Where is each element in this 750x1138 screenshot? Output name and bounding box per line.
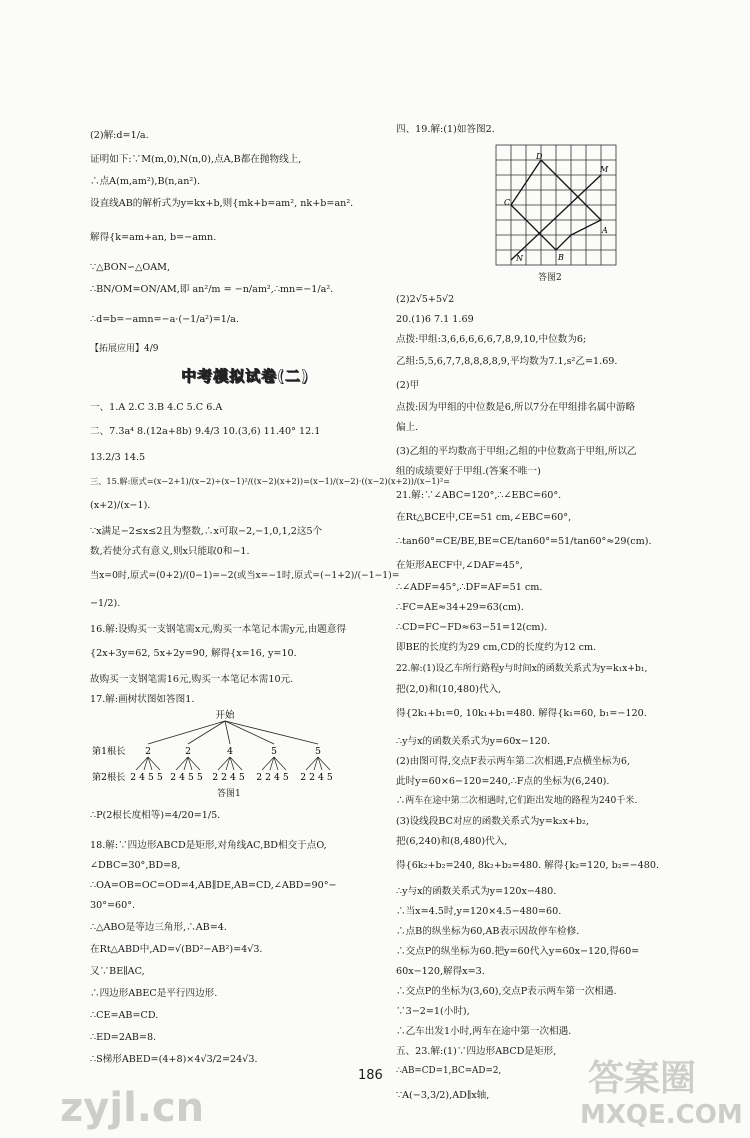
- tree-branch: [188, 721, 225, 744]
- point-label: B: [558, 253, 564, 262]
- tree-node: 2: [145, 746, 151, 757]
- answer-line: 一、1.A 2.C 3.B 4.C 5.C 6.A: [90, 402, 223, 413]
- watermark: zyjl.cn: [60, 1085, 205, 1131]
- text-line: ∴△ABO是等边三角形,∴AB=4.: [90, 922, 227, 933]
- answer-line: ∵x满足−2≤x≤2且为整数,∴x可取−2,−1,0,1,2这5个: [90, 526, 323, 537]
- text-line: (2)甲: [396, 380, 420, 391]
- text-line: (3)设线段BC对应的函数关系式为y=k₂x+b₂,: [396, 816, 589, 827]
- text-line: 21.解:∵∠ABC=120°,∴∠EBC=60°.: [396, 490, 562, 501]
- text-line: (2)由图可得,交点F表示两车第二次相遇,F点横坐标为6,: [396, 756, 631, 767]
- section-title: 中考模拟试卷(二): [181, 367, 309, 385]
- text-line: ∴y与x的函数关系式为y=120x−480.: [396, 886, 557, 897]
- text-line: 点拨:因为甲组的中位数是6,所以7分在甲组排名属中游略: [396, 402, 636, 413]
- text-line: ∴CE=AB=CD.: [90, 1010, 159, 1021]
- text-line: ∴乙车出发1小时,两车在途中第一次相遇.: [396, 1026, 572, 1037]
- point-label: N: [516, 254, 523, 263]
- text-line: 偏上.: [396, 422, 419, 433]
- text-line: 点拨:甲组:3,6,6,6,6,6,7,8,9,10,中位数为6;: [396, 334, 587, 345]
- text-line: 解得{k=am+an, b=−amn.: [90, 232, 217, 243]
- text-line: ∴FC=AE≈34+29=63(cm).: [396, 602, 524, 613]
- text-line: 设直线AB的解析式为y=kx+b,则{mk+b=am², nk+b=an².: [90, 198, 354, 209]
- text-line: (2)2√5+5√2: [396, 294, 455, 305]
- tree-row2-label: 第2根长: [92, 772, 126, 783]
- text-line: 30°=60°.: [90, 900, 136, 911]
- text-line: ∵△BON∽△OAM,: [90, 262, 171, 273]
- text-line: ∴d=b=−amn=−a·(−1/a²)=1/a.: [90, 314, 239, 325]
- text-line: ∴当x=4.5时,y=120×4.5−480=60.: [396, 906, 562, 917]
- text-line: ∴四边形ABEC是平行四边形.: [90, 988, 218, 999]
- answer-line: 16.解:设购买一支钢笔需x元,购买一本笔记本需y元,由题意得: [90, 624, 347, 635]
- point-label: D: [536, 152, 543, 161]
- grid-lines: [496, 145, 616, 265]
- text-line: ∴CD=FC−FD≈63−51=12(cm).: [396, 622, 548, 633]
- answer-line: −1/2).: [90, 598, 121, 609]
- text-line: ∴y与x的函数关系式为y=60x−120.: [396, 736, 551, 747]
- tree-leaves: 2245: [212, 772, 248, 783]
- text-line: 即BE的长度约为29 cm,CD的长度约为12 cm.: [396, 642, 597, 653]
- tree-branch: [225, 721, 230, 744]
- text-line: ∴∠ADF=45°,∴DF=AF=51 cm.: [396, 582, 543, 593]
- text-line: ∴S梯形ABED=(4+8)×4√3/2=24√3.: [90, 1054, 258, 1065]
- tree-node: 4: [227, 746, 233, 757]
- answer-line: 二、7.3a⁴ 8.(12a+8b) 9.4/3 10.(3,6) 11.40° 12.1: [90, 426, 321, 437]
- text-line: ∴点A(m,am²),B(n,an²).: [90, 176, 201, 187]
- text-line: ∵3−2=1(小时),: [396, 1006, 470, 1017]
- tree-branch: [225, 721, 318, 744]
- watermark: 答案圈: [588, 1058, 697, 1099]
- text-line: ∴交点P的纵坐标为60.把y=60代入y=60x−120,得60=: [396, 946, 640, 957]
- text-line: 组的成绩要好于甲组.(答案不唯一): [396, 466, 541, 477]
- tree-node: 5: [271, 746, 277, 757]
- text-line: 22.解:(1)设乙车所行路程y与时间x的函数关系式为y=k₁x+b₁,: [396, 664, 648, 674]
- answer-line: 三、15.解:原式=(x−2+1)/(x−2)÷(x−1)²/((x−2)(x+2))=(x−1)/(x−2)·((x−2)(x+2))/(x−1)²=: [90, 476, 450, 486]
- point-label: C: [504, 198, 511, 207]
- tree-start: 开始: [215, 710, 235, 721]
- text-line: 得{6k₂+b₂=240, 8k₂+b₂=480. 解得{k₂=120, b₂=−480.: [396, 860, 659, 871]
- figure-caption: 答图2: [538, 273, 562, 283]
- answer-line: 数,若使分式有意义,则x只能取0和−1.: [90, 546, 250, 557]
- tree-node: 5: [315, 746, 321, 757]
- text-line: ∴tan60°=CE/BE,BE=CE/tan60°=51/tan60°≈29(cm).: [396, 536, 652, 547]
- tree-node: 2: [185, 746, 191, 757]
- text-line: ∴交点P的坐标为(3,60),交点P表示两车第一次相遇.: [396, 986, 617, 997]
- answer-line: (x+2)/(x−1).: [90, 500, 151, 511]
- watermark: MXQE.COM: [580, 1100, 743, 1130]
- text-line: ∴P(2根长度相等)=4/20=1/5.: [90, 810, 221, 821]
- answer-line: 当x=0时,原式=(0+2)/(0−1)=−2(或当x=−1时,原式=(−1+2)/(−1−1)=: [90, 570, 400, 581]
- point-label: A: [602, 226, 608, 235]
- text-line: 在Rt△ABD中,AD=√(BD²−AB²)=4√3.: [90, 944, 263, 955]
- text-line: 又∵BE∥AC,: [90, 966, 145, 977]
- page-number: 186: [358, 1068, 383, 1083]
- text-line: ∴点B的纵坐标为60,AB表示因故停车检修.: [396, 926, 580, 937]
- text-line: (2)解:d=1/a.: [90, 130, 149, 141]
- tree-leaves: 2455: [170, 772, 206, 783]
- text-line: 得{2k₁+b₁=0, 10k₁+b₁=480. 解得{k₁=60, b₁=−120.: [396, 708, 647, 719]
- answer-line: 13.2/3 14.5: [90, 452, 146, 463]
- text-line: 在Rt△BCE中,CE=51 cm,∠EBC=60°,: [396, 512, 572, 523]
- text-line: 60x−120,解得x=3.: [396, 966, 485, 977]
- text-line: 证明如下:∵M(m,0),N(n,0),点A,B都在抛物线上,: [90, 154, 302, 165]
- text-line: 乙组:5,5,6,7,7,8,8,8,8,9,平均数为7.1,s²乙=1.69.: [396, 356, 618, 367]
- tree-leaf-branches: [136, 757, 330, 770]
- text-line: 此时y=60×6−120=240,∴F点的坐标为(6,240).: [396, 776, 610, 787]
- text-line: 20.(1)6 7.1 1.69: [396, 314, 474, 325]
- text-line: 【拓展应用】4/9: [90, 344, 159, 354]
- tree-row1-label: 第1根长: [92, 746, 126, 757]
- answer-line: {2x+3y=62, 5x+2y=90, 解得{x=16, y=10.: [90, 648, 297, 659]
- text-line: ∠DBC=30°,BD=8,: [90, 860, 181, 871]
- text-line: 四、19.解:(1)如答图2.: [396, 124, 495, 135]
- answer-line: 故购买一支钢笔需16元,购买一本笔记本需10元.: [90, 674, 294, 685]
- text-line: ∴两车在途中第二次相遇时,它们距出发地的路程为240千米.: [396, 796, 638, 806]
- answer-line: 17.解:画树状图如答图1.: [90, 694, 195, 705]
- text-line: 在矩形AECF中,∠DAF=45°,: [396, 560, 523, 571]
- text-line: 把(6,240)和(8,480)代入,: [396, 836, 508, 847]
- text-line: ∴ED=2AB=8.: [90, 1032, 157, 1043]
- figure-caption: 答图1: [217, 789, 241, 799]
- grid-figure: [494, 143, 624, 267]
- text-line: 把(2,0)和(10,480)代入,: [396, 684, 502, 695]
- tree-leaves: 2455: [130, 772, 166, 783]
- text-line: ∴OA=OB=OC=OD=4,AB∥DE,AB=CD,∠ABD=90°−: [90, 880, 337, 891]
- text-line: 五、23.解:(1)∵四边形ABCD是矩形,: [396, 1046, 557, 1057]
- text-line: (3)乙组的平均数高于甲组;乙组的中位数高于甲组,所以乙: [396, 446, 637, 457]
- text-line: ∴AB=CD=1,BC=AD=2,: [396, 1066, 502, 1076]
- point-label: M: [600, 165, 609, 174]
- text-line: 18.解:∵四边形ABCD是矩形,对角线AC,BD相交于点O,: [90, 840, 327, 851]
- tree-diagram: [90, 706, 360, 786]
- tree-leaves: 2245: [256, 772, 292, 783]
- tree-branch: [148, 721, 225, 744]
- tree-leaves: 2245: [300, 772, 336, 783]
- tree-branch: [225, 721, 274, 744]
- text-line: ∴BN/OM=ON/AM,即 an²/m = −n/am²,∴mn=−1/a².: [90, 284, 334, 295]
- text-line: ∵A(−3,3/2),AD∥x轴,: [396, 1090, 490, 1101]
